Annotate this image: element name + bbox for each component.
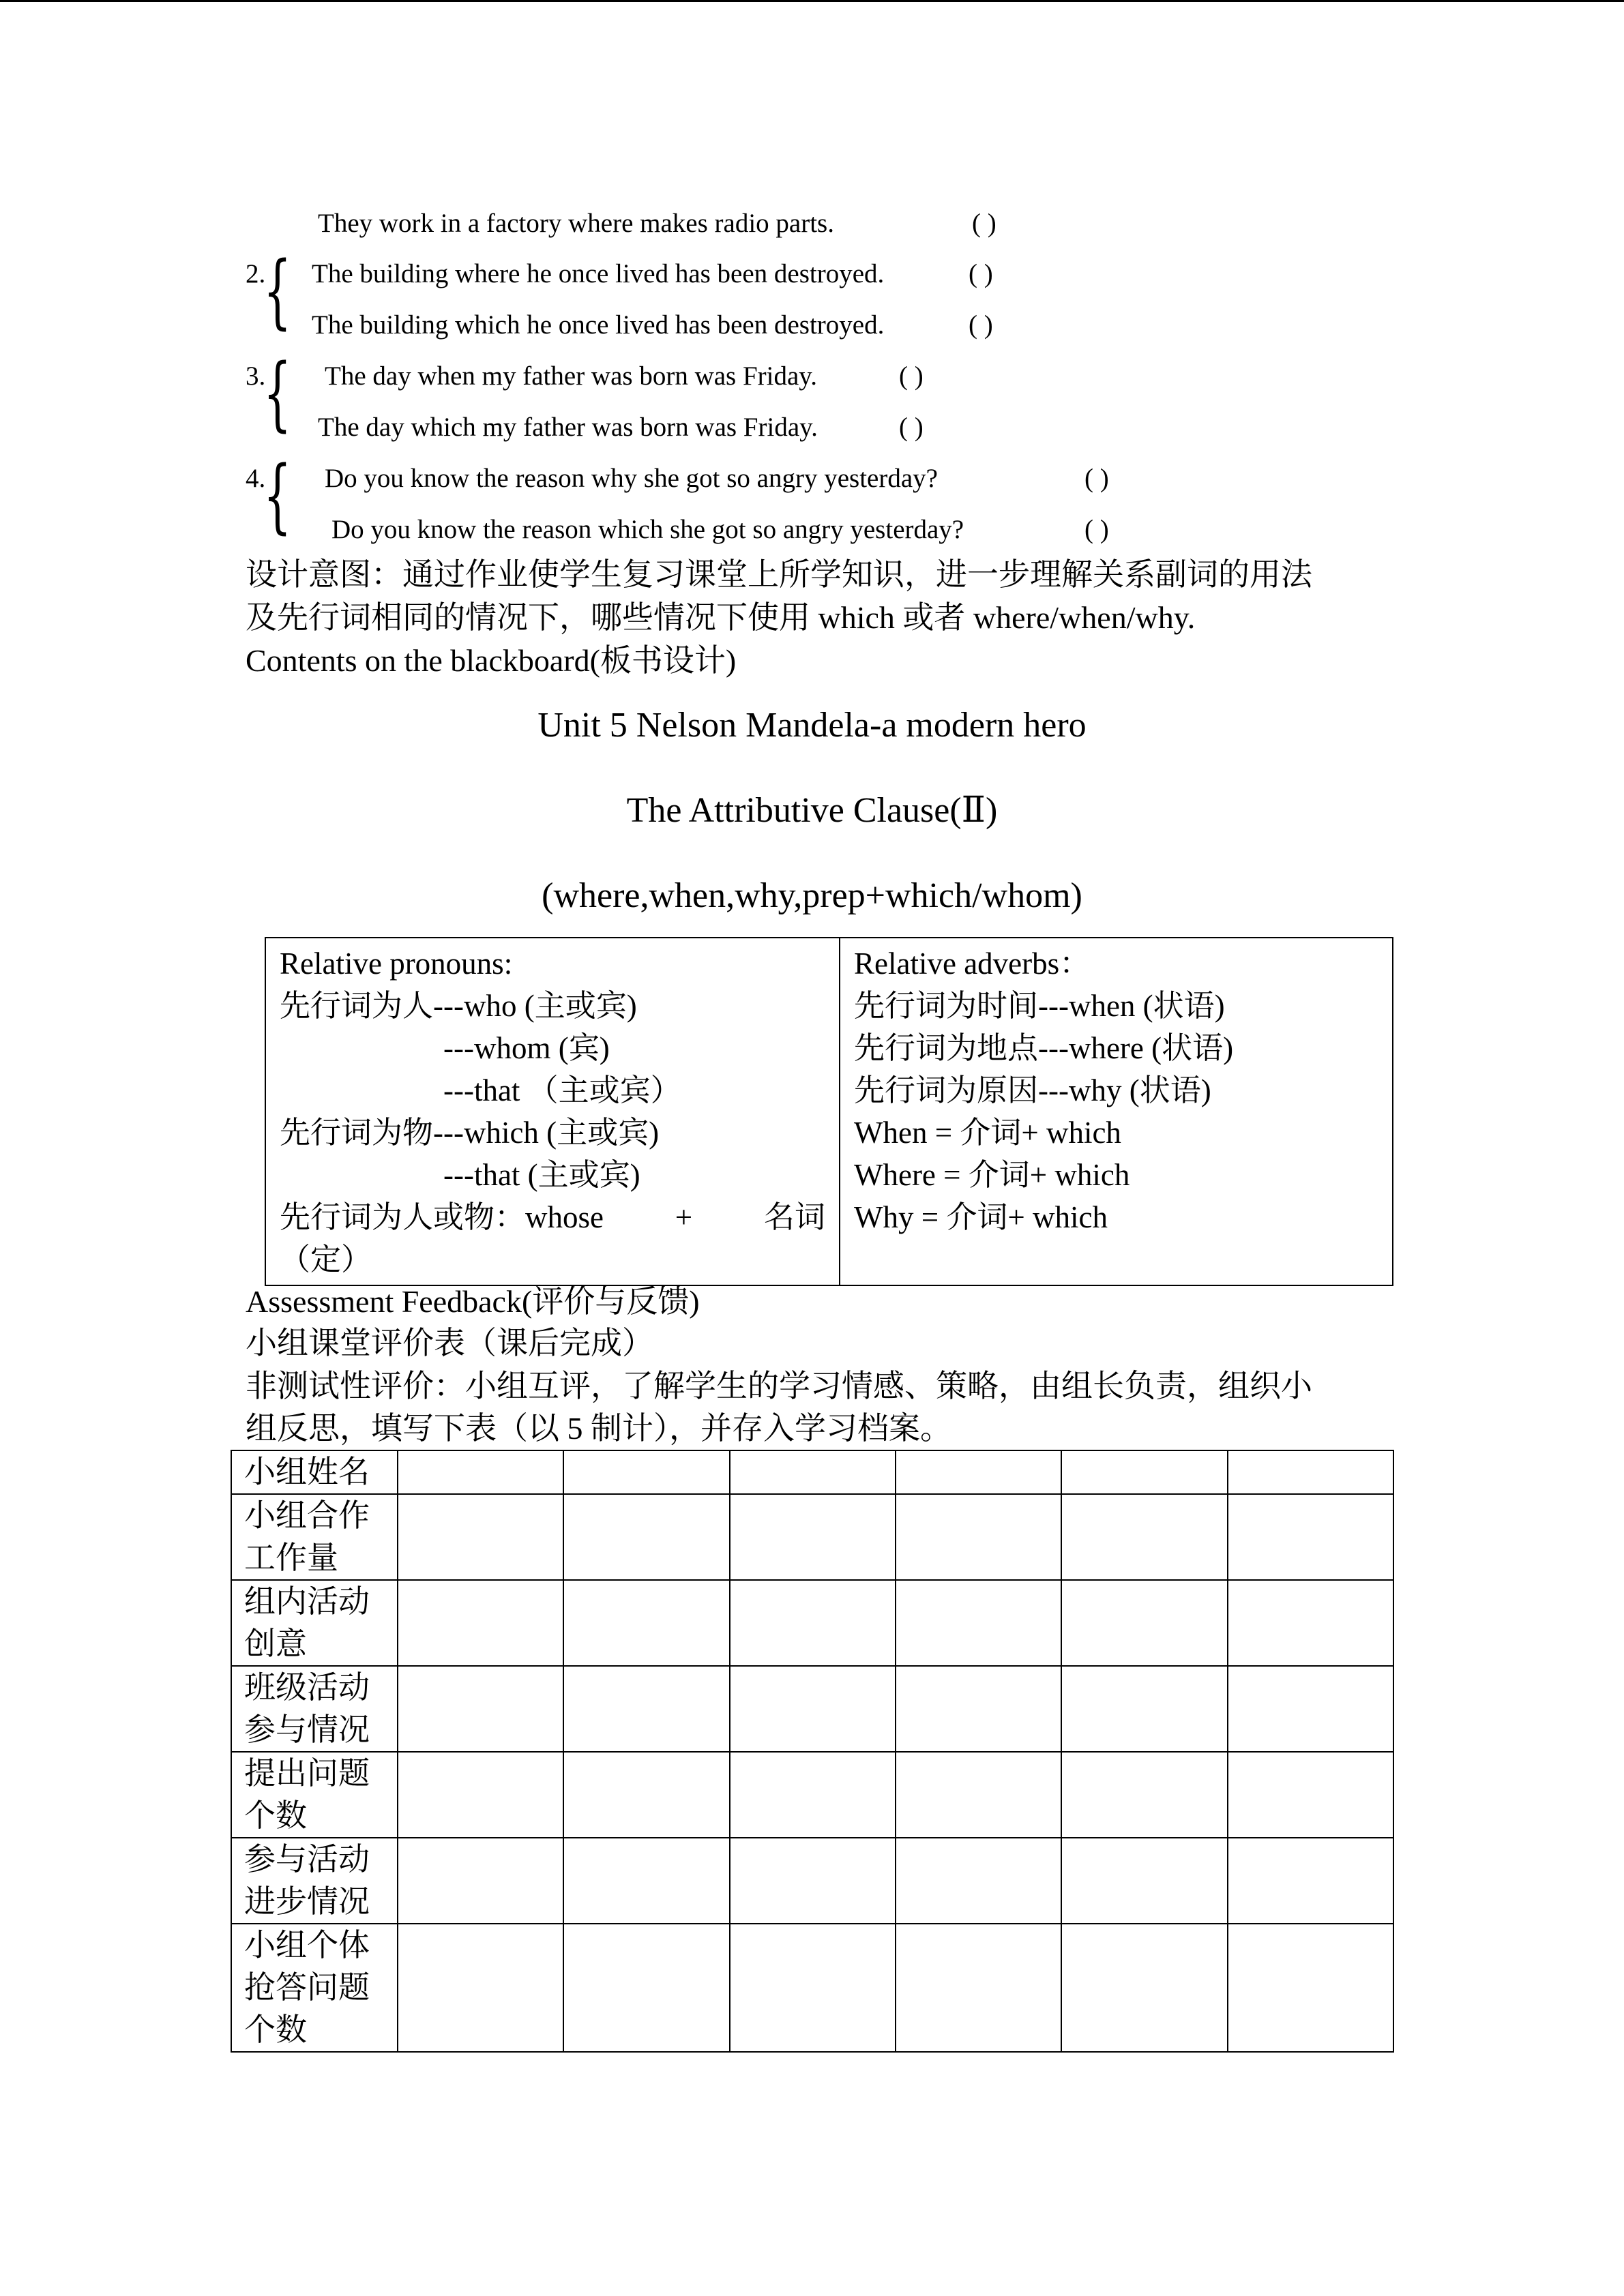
eval-row-label xyxy=(231,1494,398,1580)
pronoun-line-which: 先行词为物---which (主或宾) xyxy=(280,1116,660,1150)
exercise-2a-answer-blank[interactable]: ( ) xyxy=(969,259,993,288)
eval-input-cell[interactable] xyxy=(398,1924,563,2052)
eval-input-cell[interactable] xyxy=(1228,1580,1393,1666)
eval-row-label xyxy=(231,1580,398,1666)
exercise-4-sentence-a: Do you know the reason why she got so angry yesterday? xyxy=(325,464,938,493)
adverb-line-why: 先行词为原因---why (状语) xyxy=(854,1073,1211,1107)
eval-row xyxy=(231,1580,1393,1666)
eval-input-cell[interactable] xyxy=(730,1580,896,1666)
eval-input-cell[interactable] xyxy=(563,1666,729,1752)
eval-input-cell[interactable] xyxy=(730,1924,896,2052)
eval-row-label-line: 小组姓名 xyxy=(244,1455,370,1489)
relative-words-table xyxy=(265,937,1393,1286)
eval-input-cell[interactable] xyxy=(730,1752,896,1838)
exercise-4a-answer-blank[interactable]: ( ) xyxy=(1084,464,1109,493)
whose-plus: + xyxy=(675,1200,693,1234)
adverb-rule-where: Where = 介词+ which xyxy=(854,1158,1130,1192)
exercise-3-number: 3. xyxy=(246,361,266,391)
pronoun-line-that-thing: ---that (主或宾) xyxy=(443,1158,640,1192)
eval-input-cell[interactable] xyxy=(1061,1580,1227,1666)
eval-row xyxy=(231,1924,1393,2052)
eval-input-cell[interactable] xyxy=(1228,1666,1393,1752)
adverb-line-where: 先行词为地点---where (状语) xyxy=(854,1031,1234,1065)
eval-row-label-line: 组内活动 xyxy=(244,1584,370,1619)
design-intent-line-2: 及先行词相同的情况下，哪些情况下使用 which 或者 where/when/why. xyxy=(246,600,1196,635)
pronoun-line-that-person: ---that （主或宾） xyxy=(443,1073,681,1107)
eval-input-cell[interactable] xyxy=(896,1494,1061,1580)
eval-input-cell[interactable] xyxy=(1228,1838,1393,1924)
eval-input-cell[interactable] xyxy=(1061,1838,1227,1924)
design-intent-line-1: 设计意图：通过作业使学生复习课堂上所学知识，进一步理解关系副词的用法 xyxy=(246,557,1312,592)
eval-input-cell[interactable] xyxy=(563,1752,729,1838)
eval-input-cell[interactable] xyxy=(1061,1666,1227,1752)
pronoun-line-attributive: （定） xyxy=(280,1242,372,1277)
eval-row-label-line: 个数 xyxy=(244,1798,307,1833)
eval-input-cell[interactable] xyxy=(563,1580,729,1666)
exercise-3-sentence-b: The day which my father was born was Friday. xyxy=(318,413,818,442)
adverb-rule-why: Why = 介词+ which xyxy=(854,1200,1108,1234)
exercise-4-number: 4. xyxy=(246,464,266,493)
eval-input-cell[interactable] xyxy=(730,1450,896,1494)
eval-row-label-line: 个数 xyxy=(244,2012,307,2047)
exercise-3b-answer-blank[interactable]: ( ) xyxy=(899,413,924,442)
blackboard-heading: Contents on the blackboard(板书设计) xyxy=(246,643,737,678)
eval-input-cell[interactable] xyxy=(730,1666,896,1752)
eval-input-cell[interactable] xyxy=(398,1450,563,1494)
eval-row-label-line: 抢答问题 xyxy=(244,1970,370,2005)
eval-row xyxy=(231,1752,1393,1838)
eval-input-cell[interactable] xyxy=(730,1838,896,1924)
pronoun-line-who: 先行词为人---who (主或宾) xyxy=(280,989,637,1023)
adverb-line-when: 先行词为时间---when (状语) xyxy=(854,989,1225,1023)
eval-input-cell[interactable] xyxy=(1228,1752,1393,1838)
assessment-description-line-1: 非测试性评价：小组互评，了解学生的学习情感、策略，由组长负责，组织小 xyxy=(246,1369,1312,1403)
eval-row xyxy=(231,1666,1393,1752)
exercise-2-number: 2. xyxy=(246,259,266,288)
eval-input-cell[interactable] xyxy=(398,1752,563,1838)
adverb-rule-when: When = 介词+ which xyxy=(854,1116,1121,1150)
eval-input-cell[interactable] xyxy=(1228,1924,1393,2052)
eval-input-cell[interactable] xyxy=(1061,1752,1227,1838)
whose-noun: 名词 xyxy=(763,1200,825,1234)
eval-row-label-line: 创意 xyxy=(244,1626,307,1661)
eval-input-cell[interactable] xyxy=(563,1494,729,1580)
eval-input-cell[interactable] xyxy=(896,1838,1061,1924)
clause-title: The Attributive Clause(Ⅱ) xyxy=(626,791,998,830)
exercise-2b-answer-blank[interactable]: ( ) xyxy=(969,310,993,340)
eval-input-cell[interactable] xyxy=(398,1580,563,1666)
eval-row-label xyxy=(231,1450,398,1494)
eval-input-cell[interactable] xyxy=(398,1494,563,1580)
eval-input-cell[interactable] xyxy=(398,1666,563,1752)
whose-text: 先行词为人或物：whose xyxy=(280,1200,604,1234)
pronoun-line-whom: ---whom (宾) xyxy=(443,1031,610,1065)
relative-adverbs-cell xyxy=(840,938,1393,1285)
exercise-4-sentence-b: Do you know the reason which she got so angry yesterday? xyxy=(331,515,964,544)
eval-row xyxy=(231,1494,1393,1580)
eval-row-label xyxy=(231,1752,398,1838)
pronouns-header: Relative pronouns: xyxy=(280,946,513,981)
exercise-3a-answer-blank[interactable]: ( ) xyxy=(899,361,924,391)
eval-input-cell[interactable] xyxy=(896,1666,1061,1752)
assessment-heading: Assessment Feedback(评价与反馈) xyxy=(246,1284,700,1319)
exercise-4b-answer-blank[interactable]: ( ) xyxy=(1084,515,1109,544)
eval-row-label-line: 小组合作 xyxy=(244,1498,370,1533)
clause-subtitle: (where,when,why,prep+which/whom) xyxy=(542,876,1082,915)
eval-row-label-line: 工作量 xyxy=(244,1540,338,1575)
eval-input-cell[interactable] xyxy=(563,1838,729,1924)
eval-input-cell[interactable] xyxy=(896,1924,1061,2052)
eval-input-cell[interactable] xyxy=(896,1450,1061,1494)
eval-row-label xyxy=(231,1838,398,1924)
eval-input-cell[interactable] xyxy=(1061,1494,1227,1580)
eval-input-cell[interactable] xyxy=(563,1450,729,1494)
eval-input-cell[interactable] xyxy=(730,1494,896,1580)
eval-input-cell[interactable] xyxy=(896,1752,1061,1838)
exercise-4-brace-icon: { xyxy=(263,448,292,542)
eval-row xyxy=(231,1450,1393,1494)
eval-row-label-line: 班级活动 xyxy=(244,1670,370,1705)
eval-input-cell[interactable] xyxy=(1228,1494,1393,1580)
eval-row xyxy=(231,1838,1393,1924)
eval-input-cell[interactable] xyxy=(1061,1924,1227,2052)
eval-row-label-line: 参与活动 xyxy=(244,1842,370,1877)
assessment-subheading: 小组课堂评价表（课后完成） xyxy=(246,1326,653,1360)
eval-row-label xyxy=(231,1666,398,1752)
unit-title: Unit 5 Nelson Mandela-a modern hero xyxy=(537,706,1087,745)
exercise-2-sentence-a: The building where he once lived has been destroyed. xyxy=(312,259,885,288)
exercise-2-sentence-b: The building which he once lived has been destroyed. xyxy=(312,310,885,340)
eval-row-label xyxy=(231,1924,398,2052)
eval-row-label-line: 参与情况 xyxy=(244,1712,370,1747)
eval-row-label-line: 提出问题 xyxy=(244,1756,370,1791)
eval-input-cell[interactable] xyxy=(1061,1450,1227,1494)
exercise-2-brace-icon: { xyxy=(263,243,292,338)
group-evaluation-table xyxy=(231,1450,1394,2053)
relative-pronouns-cell xyxy=(265,938,840,1285)
exercise-1-sentence: They work in a factory where makes radio parts. xyxy=(318,209,834,238)
eval-input-cell[interactable] xyxy=(398,1838,563,1924)
assessment-description-line-2: 组反思，填写下表（以 5 制计），并存入学习档案。 xyxy=(246,1411,951,1446)
adverbs-header: Relative adverbs： xyxy=(854,946,1091,981)
eval-input-cell[interactable] xyxy=(1228,1450,1393,1494)
exercise-1-answer-blank[interactable]: ( ) xyxy=(972,209,996,238)
eval-input-cell[interactable] xyxy=(896,1580,1061,1666)
exercise-3-brace-icon: { xyxy=(263,346,292,440)
exercise-3-sentence-a: The day when my father was born was Friday. xyxy=(325,361,818,391)
eval-row-label-line: 进步情况 xyxy=(244,1884,370,1919)
eval-input-cell[interactable] xyxy=(563,1924,729,2052)
eval-row-label-line: 小组个体 xyxy=(244,1928,370,1963)
pronoun-line-whose xyxy=(280,1196,825,1238)
